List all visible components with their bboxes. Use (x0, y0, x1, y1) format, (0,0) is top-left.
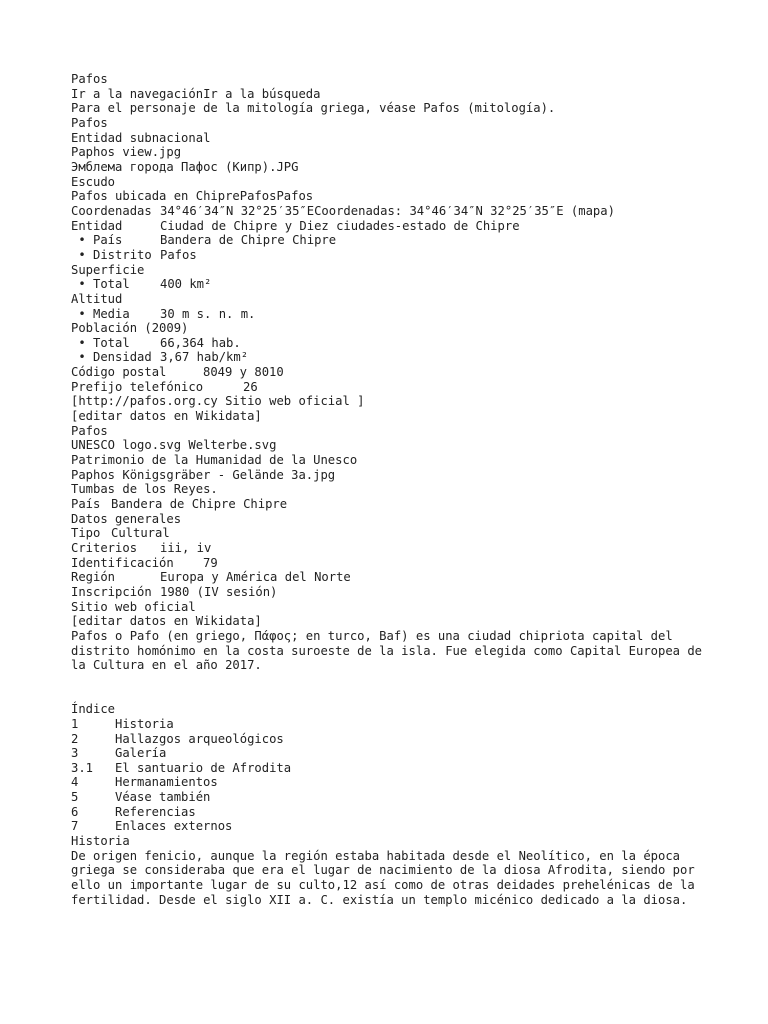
page-title: Pafos (71, 72, 108, 86)
toc-item[interactable] (71, 775, 711, 790)
unesco-row-tipo (71, 526, 711, 541)
infobox-superficie-label: Superficie (71, 262, 145, 277)
edit-wikidata-link[interactable]: [editar datos en Wikidata] (71, 409, 262, 424)
toc-number: 1 (71, 716, 79, 731)
spacer (71, 673, 711, 702)
infobox-row-pais (71, 233, 711, 248)
infobox-row-distrito (71, 248, 711, 263)
toc-list (71, 717, 711, 834)
infobox-poblacion-label: Población (2009) (71, 321, 189, 336)
infobox-image-filename[interactable]: Paphos view.jpg (71, 145, 182, 160)
infobox-value[interactable]: Bandera de Chipre Chipre (160, 233, 337, 248)
unesco-image-caption: Tumbas de los Reyes. (71, 482, 218, 497)
toc-text[interactable]: Referencias (115, 804, 196, 819)
toc-item[interactable] (71, 819, 711, 834)
toc-item[interactable] (71, 732, 711, 747)
infobox-row-codigo-postal (71, 365, 711, 380)
infobox-key: Prefijo telefónico (71, 379, 204, 394)
intro-paragraph: Pafos o Pafo (en griego, Πάφος; en turco, Baf) es una ciudad chipriota capital del distrito homónimo en la costa suroeste de la isla. Fue elegida como Capital Europea de la Cultura en el año 2017. (71, 628, 703, 673)
toc-item[interactable] (71, 805, 711, 820)
infobox-value: 30 m s. n. m. (160, 306, 256, 321)
disambiguation-note: Para el personaje de la mitología griega, véase Pafos (mitología). (71, 101, 556, 116)
infobox-emblem-label: Escudo (71, 174, 116, 189)
infobox-key: Código postal (71, 365, 167, 380)
infobox-key: Entidad (71, 218, 123, 233)
toc-number: 4 (71, 775, 79, 790)
toc-text[interactable]: Enlaces externos (115, 819, 233, 834)
toc-number: 6 (71, 804, 79, 819)
toc-text[interactable]: Hermanamientos (115, 775, 218, 790)
unesco-row-criterios (71, 541, 711, 556)
infobox-row-superficie-total (71, 277, 711, 292)
unesco-value: 1980 (IV sesión) (160, 584, 278, 599)
unesco-key: Identificación (71, 555, 174, 570)
toc-number: 7 (71, 819, 79, 834)
unesco-logos[interactable]: UNESCO logo.svg Welterbe.svg (71, 438, 277, 453)
unesco-edit-wikidata-link[interactable]: [editar datos en Wikidata] (71, 614, 262, 629)
infobox-key: • País (71, 233, 123, 248)
unesco-value: 79 (203, 555, 218, 570)
unesco-value: Cultural (111, 526, 170, 541)
infobox-key: Coordenadas (71, 203, 152, 218)
infobox-title: Pafos (71, 115, 108, 130)
unesco-key: Criterios (71, 541, 138, 555)
unesco-value[interactable]: Europa y América del Norte (160, 570, 351, 585)
toc-text[interactable]: Galería (115, 746, 167, 761)
toc-number: 3.1 (71, 760, 94, 775)
toc-number: 3 (71, 746, 79, 761)
toc-text[interactable]: Historia (115, 716, 174, 731)
unesco-title: Pafos (71, 423, 108, 438)
toc-item[interactable] (71, 761, 711, 776)
toc-number: 2 (71, 731, 79, 746)
infobox-key: • Total (71, 335, 130, 350)
infobox-row-entidad (71, 219, 711, 234)
unesco-row-region (71, 570, 711, 585)
toc-item[interactable] (71, 790, 711, 805)
unesco-website-link[interactable]: Sitio web oficial (71, 599, 196, 614)
infobox-key: • Densidad (71, 350, 152, 365)
infobox-emblem-filename[interactable]: Эмблема города Пафос (Кипр).JPG (71, 159, 299, 174)
infobox-key: • Distrito (71, 247, 152, 262)
infobox-row-densidad (71, 350, 711, 365)
historia-paragraph: De origen fenicio, aunque la región estaba habitada desde el Neolítico, en la época griega se consideraba que era el lugar de nacimiento de la diosa Afrodita, siendo por ello un importante lugar de su culto,12 así como de otras deidades prehelénicas de la fertilidad. Desde el siglo XII a. C. existía un templo micénico dedicado a la diosa. (71, 848, 695, 907)
infobox-value[interactable]: 34°46′34″N 32°25′35″ECoordenadas: 34°46′34″N 32°25′35″E (mapa) (160, 203, 615, 218)
unesco-key: Inscripción (71, 584, 152, 599)
toc-text[interactable]: Hallazgos arqueológicos (115, 731, 284, 746)
infobox-value[interactable]: Ciudad de Chipre y Diez ciudades-estado de Chipre (160, 218, 520, 233)
unesco-row-identificacion (71, 556, 711, 571)
section-heading-historia: Historia (71, 834, 130, 849)
infobox-value: 26 (243, 379, 258, 394)
toc-number: 5 (71, 790, 79, 805)
unesco-row-pais (71, 497, 711, 512)
official-website-link[interactable]: [http://pafos.org.cy Sitio web oficial ] (71, 394, 365, 409)
infobox-type: Entidad subnacional (71, 130, 211, 145)
unesco-general-label: Datos generales (71, 511, 182, 526)
unesco-heading[interactable]: Patrimonio de la Humanidad de la Unesco (71, 453, 358, 468)
toc-text[interactable]: El santuario de Afrodita (115, 760, 292, 775)
infobox-value[interactable]: Pafos (160, 247, 197, 262)
infobox-row-altitud-media (71, 307, 711, 322)
infobox-row-coordenadas (71, 204, 711, 219)
infobox-value: 8049 y 8010 (203, 365, 284, 380)
skip-links[interactable]: Ir a la navegaciónIr a la búsqueda (71, 86, 321, 101)
infobox-altitud-label: Altitud (71, 291, 123, 306)
infobox-key: • Media (71, 306, 130, 321)
unesco-row-inscripcion (71, 585, 711, 600)
toc-item[interactable] (71, 717, 711, 732)
infobox-row-poblacion-total (71, 336, 711, 351)
unesco-value[interactable]: iii, iv (160, 541, 212, 555)
unesco-key: País (71, 497, 101, 512)
infobox-key: • Total (71, 277, 130, 292)
document-body (71, 72, 711, 907)
infobox-value: 400 km² (160, 277, 212, 292)
infobox-map-caption[interactable]: Pafos ubicada en ChiprePafosPafos (71, 189, 314, 204)
toc-item[interactable] (71, 746, 711, 761)
unesco-key: Tipo (71, 526, 101, 541)
unesco-image-filename[interactable]: Paphos Königsgräber - Gelände 3a.jpg (71, 467, 336, 482)
unesco-value[interactable]: Bandera de Chipre Chipre (111, 497, 288, 512)
toc-title: Índice (71, 702, 116, 717)
infobox-value: 3,67 hab/km² (160, 350, 249, 365)
infobox-value: 66,364 hab. (160, 335, 241, 350)
infobox-row-prefijo (71, 380, 711, 395)
toc-text[interactable]: Véase también (115, 790, 211, 805)
unesco-key: Región (71, 570, 116, 585)
